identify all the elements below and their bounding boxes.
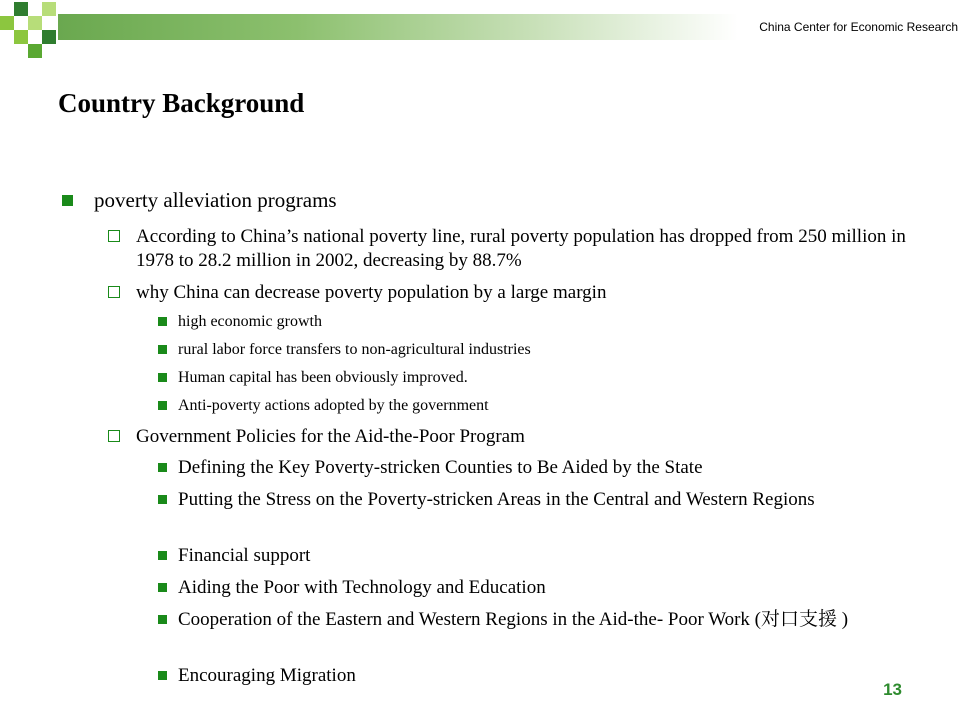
- sub-bullet: [158, 488, 908, 512]
- square-bullet-icon: [158, 401, 167, 410]
- square-bullet-icon: [158, 317, 167, 326]
- hollow-square-bullet-icon: [108, 230, 120, 242]
- sub-bullet-text: Aiding the Poor with Technology and Education: [178, 577, 546, 598]
- sub-bullet-text: Anti-poverty actions adopted by the government: [178, 397, 489, 414]
- decor-square: [42, 2, 56, 16]
- bullet-point-text: why China can decrease poverty population by a large margin: [136, 282, 607, 303]
- square-bullet-icon: [158, 495, 167, 504]
- header-gradient-bar: [58, 14, 738, 40]
- sub-bullet: [158, 544, 310, 568]
- decor-square: [28, 16, 42, 30]
- sub-bullet-text: Financial support: [178, 545, 311, 566]
- sub-bullet-text: Defining the Key Poverty-stricken Counties to Be Aided by the State: [178, 457, 703, 478]
- sub-bullet-text: rural labor force transfers to non-agricultural industries: [178, 341, 531, 358]
- organization-name: China Center for Economic Research: [759, 20, 958, 34]
- sub-bullet: [158, 368, 468, 388]
- decor-square: [28, 44, 42, 58]
- decor-square: [42, 30, 56, 44]
- sub-bullet: [158, 664, 356, 688]
- page-number: 13: [883, 680, 902, 699]
- sub-bullet: [158, 340, 531, 360]
- square-bullet-icon: [158, 615, 167, 624]
- decor-square: [0, 16, 14, 30]
- decor-square: [14, 30, 28, 44]
- sub-bullet: [158, 576, 546, 600]
- square-bullet-icon: [158, 463, 167, 472]
- square-bullet-icon: [158, 373, 167, 382]
- bullet-point-text: Government Policies for the Aid-the-Poor Program: [136, 426, 525, 447]
- sub-bullet: [158, 312, 322, 332]
- square-bullet-icon: [158, 551, 167, 560]
- bullet-point: [108, 425, 525, 449]
- hollow-square-bullet-icon: [108, 430, 120, 442]
- sub-bullet: [158, 608, 858, 632]
- slide-title: Country Background: [58, 88, 305, 118]
- hollow-square-bullet-icon: [108, 286, 120, 298]
- square-bullet-icon: [158, 583, 167, 592]
- sub-bullet-text: Putting the Stress on the Poverty-stricken Areas in the Central and Western Regions: [178, 489, 815, 510]
- sub-bullet-text: high economic growth: [178, 313, 322, 330]
- square-bullet-icon: [158, 345, 167, 354]
- sub-bullet: [158, 456, 703, 480]
- square-bullet-icon: [62, 195, 73, 206]
- sub-bullet-text: Human capital has been obviously improved.: [178, 369, 468, 386]
- bullet-point: [108, 225, 908, 273]
- bullet-point-text: According to China’s national poverty line, rural poverty population has dropped from 250 million in 1978 to 28.2 million in 2002, decreasing by 88.7%: [136, 226, 906, 271]
- decor-square: [14, 2, 28, 16]
- sub-bullet-text: Cooperation of the Eastern and Western Regions in the Aid-the- Poor Work (对口支援 ): [178, 609, 849, 630]
- bullet-heading-text: poverty alleviation programs: [94, 188, 337, 212]
- bullet-heading: [62, 188, 337, 212]
- sub-bullet-text: Encouraging Migration: [178, 665, 356, 686]
- bullet-point: [108, 281, 606, 305]
- sub-bullet: [158, 396, 489, 416]
- square-bullet-icon: [158, 671, 167, 680]
